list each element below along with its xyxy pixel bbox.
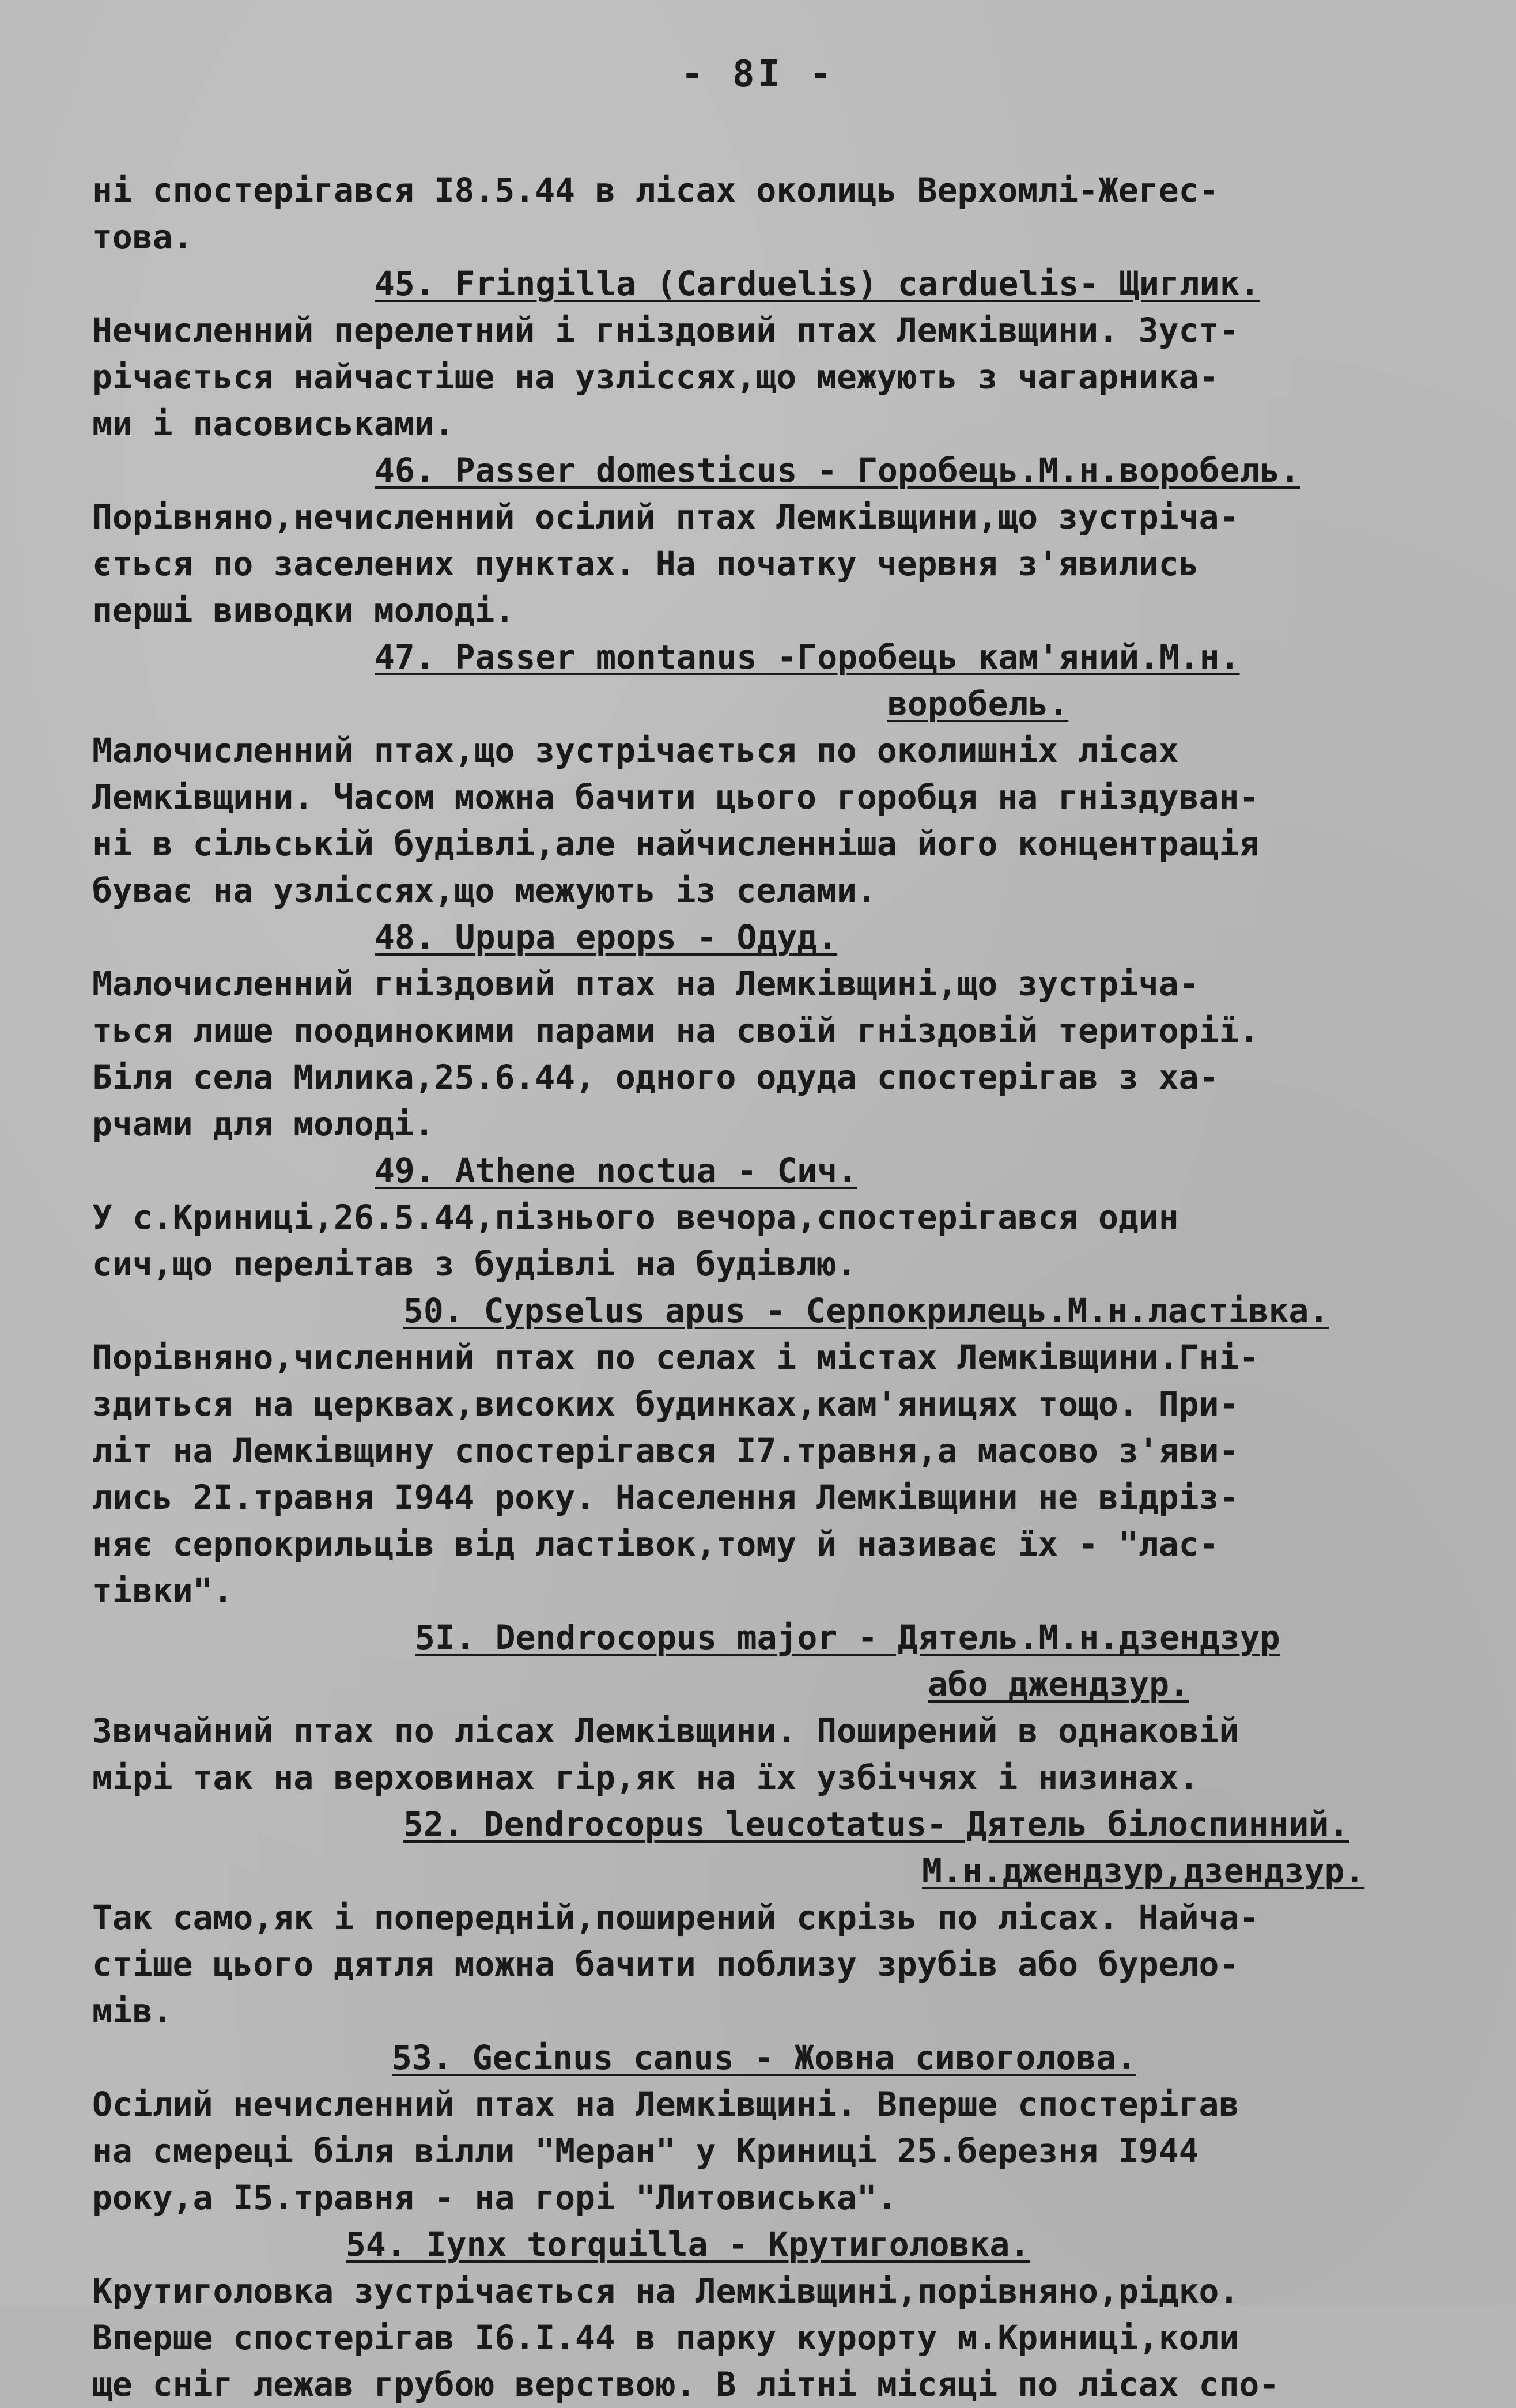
- species-heading-text: 48. Upupa epops - Одуд.: [375, 918, 838, 957]
- text-line: Біля села Милика,25.6.44, одного одуда спостерігав з ха-: [92, 1058, 1219, 1097]
- text-line: ться лише поодинокими парами на своїй гніздовій території.: [92, 1011, 1260, 1050]
- text-line: това.: [92, 217, 193, 256]
- species-heading-text: воробель.: [887, 684, 1069, 723]
- species-heading: [92, 1801, 1464, 1848]
- text-line: Вперше спостерігав I6.I.44 в парку курорту м.Криниці,коли: [92, 2318, 1239, 2357]
- species-heading-text: або джендзур.: [928, 1665, 1189, 1704]
- species-heading-text: 45. Fringilla (Carduelis) carduelis- Щиглик.: [375, 264, 1260, 303]
- species-heading-text: 46. Passer domesticus - Горобець.М.н.воробель.: [375, 451, 1300, 490]
- species-heading-text: 53. Gecinus canus - Жовна сивоголова.: [392, 2038, 1137, 2077]
- species-heading: [92, 1148, 1464, 1194]
- text-line: перші виводки молоді.: [92, 591, 515, 630]
- text-line: Так само,як і попередній,поширений скрізь по лісах. Найча-: [92, 1898, 1260, 1937]
- text-line: тівки".: [92, 1571, 233, 1610]
- text-line: мірі так на верховинах гір,як на їх узбіччях і низинах.: [92, 1758, 1199, 1797]
- text-line: Порівняно,нечисленний осілий птах Лемківщини,що зустріча-: [92, 497, 1239, 537]
- species-heading: [92, 2221, 1464, 2268]
- species-heading: [92, 1661, 1464, 1708]
- text-line: Осілий нечисленний птах на Лемківщині. Вперше спостерігав: [92, 2085, 1239, 2124]
- text-line: мів.: [92, 1991, 173, 2030]
- species-heading: [92, 2035, 1464, 2081]
- species-heading-text: М.н.джендзур,дзендзур.: [922, 1851, 1365, 1890]
- text-line: Порівняно,численний птах по селах і містах Лемківщини.Гні-: [92, 1338, 1260, 1377]
- text-line: Нечисленний перелетний і гніздовий птах Лемківщини. Зуст-: [92, 311, 1239, 350]
- species-heading: [92, 914, 1464, 961]
- text-line: ми і пасовиськами.: [92, 404, 455, 443]
- text-line: сич,що перелітав з будівлі на будівлю.: [92, 1244, 857, 1284]
- text-line: Лемківщини. Часом можна бачити цього горобця на гніздуван-: [92, 777, 1260, 817]
- text-line: Малочисленний птах,що зустрічається по околишніх лісах: [92, 731, 1179, 770]
- species-heading: [92, 261, 1464, 307]
- text-line: року,а I5.травня - на горі "Литовиська".: [92, 2178, 897, 2217]
- page-number: - 8I -: [681, 53, 835, 96]
- species-heading: [92, 1848, 1464, 1894]
- document-body: [92, 167, 1464, 2408]
- text-line: ється по заселених пунктах. На початку червня з'явились: [92, 544, 1199, 583]
- species-heading: [92, 681, 1464, 727]
- species-heading-text: 5I. Dendrocopus major - Дятель.М.н.дзендзур: [415, 1618, 1280, 1657]
- text-line: лись 2I.травня I944 року. Населення Лемківщини не відріз-: [92, 1478, 1239, 1517]
- species-heading-text: 47. Passer montanus -Горобець кам'яний.М.н.: [375, 637, 1240, 677]
- species-heading-text: 54. Iynx torquilla - Крутиголовка.: [346, 2225, 1030, 2264]
- text-line: Малочисленний гніздовий птах на Лемківщині,що зустріча-: [92, 964, 1199, 1003]
- text-line: річається найчастіше на узліссях,що межують з чагарника-: [92, 357, 1219, 397]
- text-line: У с.Криниці,26.5.44,пізнього вечора,спостерігався один: [92, 1198, 1179, 1237]
- text-line: здиться на церквах,високих будинках,кам'яницях тощо. При-: [92, 1384, 1239, 1424]
- species-heading: [92, 447, 1464, 494]
- text-line: ні спостерігався I8.5.44 в лісах околиць Верхомлі-Жегес-: [92, 171, 1219, 210]
- text-line: буває на узліссях,що межують із селами.: [92, 871, 877, 910]
- text-line: стіше цього дятля можна бачити поблизу зрубів або бурело-: [92, 1945, 1239, 1984]
- text-line: Крутиголовка зустрічається на Лемківщині,порівняно,рідко.: [92, 2271, 1239, 2311]
- species-heading-text: 50. Cypselus apus - Серпокрилець.М.н.ластівка.: [403, 1291, 1329, 1330]
- text-line: літ на Лемківщину спостерігався I7.травня,а масово з'яви-: [92, 1431, 1239, 1470]
- text-line: рчами для молоді.: [92, 1104, 434, 1143]
- species-heading: [92, 1614, 1464, 1661]
- text-line: ні в сільській будівлі,але найчисленніша його концентрація: [92, 824, 1260, 863]
- text-line: Звичайний птах по лісах Лемківщини. Поширений в однаковій: [92, 1711, 1239, 1750]
- species-heading: [92, 1288, 1464, 1334]
- text-line: няє серпокрильців від ластівок,тому й називає їх - "лас-: [92, 1524, 1219, 1564]
- species-heading-text: 49. Athene noctua - Сич.: [375, 1151, 858, 1190]
- species-heading-text: 52. Dendrocopus leucotatus- Дятель білоспинний.: [403, 1805, 1349, 1844]
- species-heading: [92, 634, 1464, 681]
- text-line: на смереці біля вілли "Меран" у Криниці 25.березня I944: [92, 2131, 1199, 2171]
- text-line: ще сніг лежав грубою верствою. В літні місяці по лісах спо-: [92, 2365, 1280, 2404]
